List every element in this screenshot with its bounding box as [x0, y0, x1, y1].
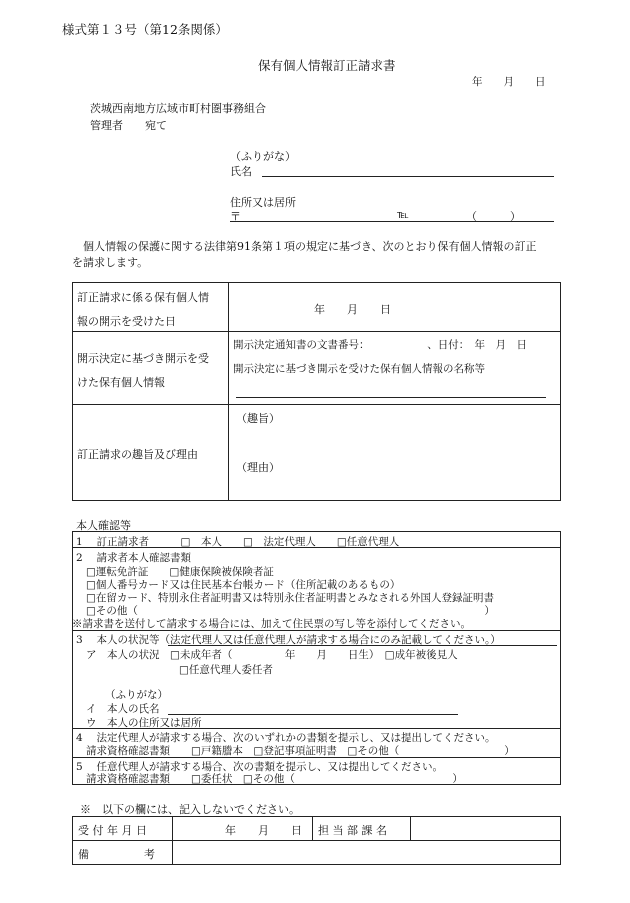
requester-type[interactable]: 1 訂正請求者 □ 本人 □ 法定代理人 □任意代理人: [76, 536, 400, 548]
disclosed-info-name-label: 開示決定に基づき開示を受けた保有個人情報の名称等: [233, 363, 485, 375]
row2-label-1: 開示決定に基づき開示を受: [77, 352, 209, 365]
remarks-label: 備 考: [78, 848, 155, 861]
disclosure-date[interactable]: 年 月 日: [314, 303, 391, 316]
disclosed-info-name-field[interactable]: [236, 397, 546, 398]
reason-label: （理由）: [236, 461, 280, 474]
request-date: 年 月 日: [472, 76, 546, 88]
s3-status[interactable]: ア 本人の状況 □未成年者（ 年 月 日生） □成年被後見人: [86, 649, 458, 661]
row3-label: 訂正請求の趣旨及び理由: [77, 448, 198, 461]
row2-label-2: けた保有個人情報: [77, 376, 165, 389]
form-title: 保有個人情報訂正請求書: [258, 58, 396, 73]
form-number: 様式第１３号（第12条関係）: [62, 22, 228, 37]
s4-title: 4 法定代理人が請求する場合、次のいずれかの書類を提示し、又は提出してください。: [76, 732, 496, 744]
s2-item-3[interactable]: □在留カード、特別永住者証明書又は特別永住者証明書とみなされる外国人登録証明書: [86, 592, 494, 604]
received-date-value: 年 月 日: [225, 824, 302, 837]
applicant-furigana-label: （ふりがな）: [230, 150, 296, 163]
s3-title: 3 本人の状況等（法定代理人又は任意代理人が請求する場合にのみ記載してください。）: [76, 634, 501, 646]
applicant-address-field[interactable]: [230, 221, 554, 222]
received-date-label: 受 付 年 月 日: [78, 824, 147, 837]
identity-heading: 本人確認等: [76, 519, 131, 532]
s2-item-4[interactable]: □その他（ ）: [86, 605, 495, 617]
s2-item-2[interactable]: □個人番号カード又は住民基本台帳カード（住所記載のあるもの）: [86, 579, 401, 591]
intro-line-2: を請求します。: [72, 256, 149, 269]
disclosure-notice[interactable]: 開示決定通知書の文書番号： 、日付： 年 月 日: [233, 339, 527, 351]
s2-note: ※請求書を送付して請求する場合には、加えて住民票の写し等を添付してください。: [72, 618, 471, 630]
row1-label-1: 訂正請求に係る保有個人情: [77, 291, 209, 304]
tel-mark: ℡: [397, 208, 409, 221]
row1-label-2: 報の開示を受けた日: [77, 315, 176, 328]
department-label: 担 当 部 課 名: [318, 824, 387, 837]
s2-title: 2 請求者本人確認書類: [76, 552, 192, 564]
s3-principal-name: イ 本人の氏名: [86, 703, 160, 715]
principal-name-field[interactable]: [168, 714, 458, 715]
intro-line-1: 個人情報の保護に関する法律第91条第１項の規定に基づき、次のとおり保有個人情報の訂正: [72, 240, 537, 253]
s4-docs[interactable]: 請求資格確認書類 □戸籍謄本 □登記事項証明書 □その他（ ）: [86, 745, 515, 757]
applicant-address-label: 住所又は居所: [230, 196, 296, 209]
s5-docs[interactable]: 請求資格確認書類 □委任状 □その他（ ）: [86, 773, 463, 785]
postal-mark: 〒: [230, 210, 241, 223]
s3-furigana: （ふりがな）: [105, 689, 168, 701]
recipient-org: 茨城西南地方広域市町村圏事務組合: [90, 102, 266, 115]
s5-title: 5 任意代理人が請求する場合、次の書類を提示し、又は提出してください。: [76, 761, 444, 773]
s3-principal-address: ウ 本人の住所又は居所: [86, 717, 202, 729]
s3-status-2[interactable]: □任意代理人委任者: [179, 664, 273, 676]
applicant-name-field[interactable]: [262, 176, 554, 177]
s2-item-1[interactable]: □運転免許証 □健康保険被保険者証: [86, 566, 274, 578]
applicant-name-label: 氏名: [230, 165, 252, 178]
recipient-addressee: 管理者 宛て: [90, 119, 167, 132]
tel-paren: （ ）: [466, 210, 521, 223]
office-note: ※ 以下の欄には、記入しないでください。: [80, 803, 300, 816]
purpose-label: （趣旨）: [236, 412, 280, 425]
